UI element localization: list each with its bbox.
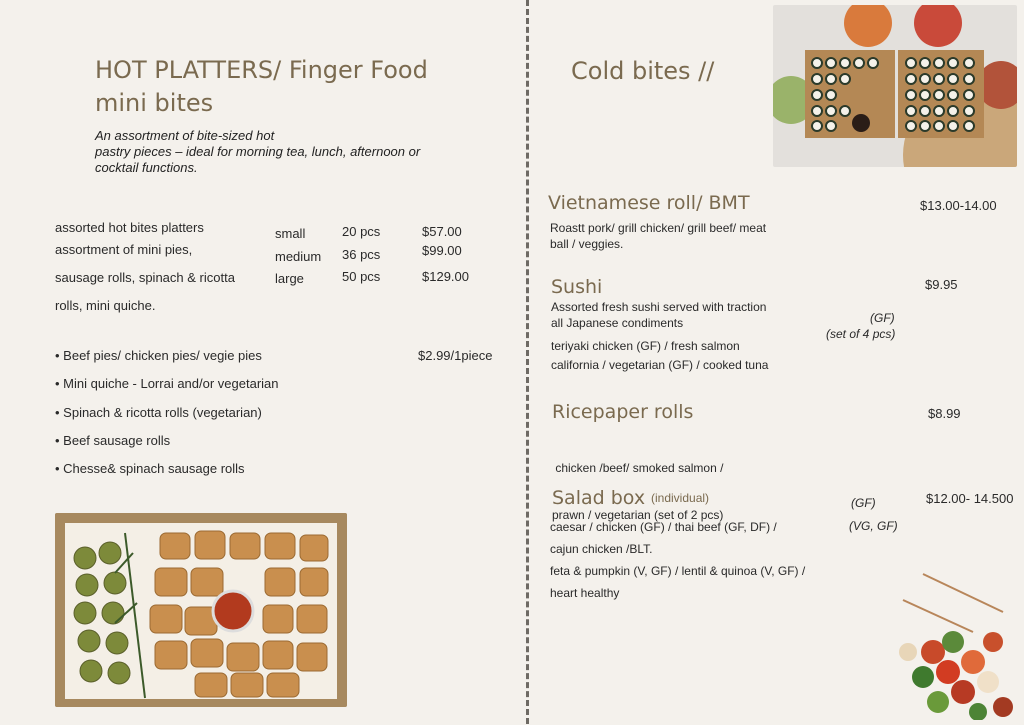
vietnamese-roll-price: $13.00-14.00 <box>920 198 997 213</box>
bullet-item: • Spinach & ricotta rolls (vegetarian) <box>55 405 262 420</box>
page-divider <box>526 0 529 724</box>
bullet-item: • Mini quiche - Lorrai and/or vegetarian <box>55 376 279 391</box>
platter-pcs-large: 50 pcs <box>342 269 381 284</box>
ricepaper-rolls-desc: chicken /beef/ smoked salmon / prawn / vegetarian (set of 2 pcs) <box>552 460 724 523</box>
sushi-title: Sushi <box>551 276 603 298</box>
bullet-item: • Chesse& spinach sausage rolls <box>55 461 245 476</box>
pastry-platter-photo <box>55 513 347 707</box>
sushi-price: $9.95 <box>925 277 958 292</box>
hot-platters-intro: An assortment of bite-sized hot pastry pieces – ideal for morning tea, lunch, afternoon or cocktail functions. <box>95 128 421 175</box>
platter-size-small: small <box>275 226 306 241</box>
bullet-item: • Beef pies/ chicken pies/ vegie pies <box>55 348 262 363</box>
sushi-gf-note: (GF) <box>870 311 895 325</box>
salad-gf-note: (GF) <box>851 496 876 510</box>
sushi-platter-photo <box>773 5 1017 167</box>
salad-box-desc: caesar / chicken (GF) / thai beef (GF, DF) / cajun chicken /BLT. feta & pumpkin (V, GF) / lentil & quinoa (V, GF) / heart healthy <box>550 520 806 600</box>
platter-pcs-small: 20 pcs <box>342 224 381 239</box>
vietnamese-roll-desc: Roastt pork/ grill chicken/ grill beef/ meat ball / veggies. <box>550 221 767 251</box>
platter-size-large: large <box>275 271 304 286</box>
bullet-item: • Beef sausage rolls <box>55 433 171 448</box>
platter-price-medium: $99.00 <box>422 243 462 258</box>
sushi-desc: Assorted fresh sushi served with traction all Japanese condiments <box>551 300 767 330</box>
vietnamese-roll-title: Vietnamese roll/ BMT <box>548 192 750 214</box>
platter-price-large: $129.00 <box>422 269 469 284</box>
platter-price-small: $57.00 <box>422 224 462 239</box>
bullet-price: $2.99/1piece <box>418 348 493 363</box>
salad-vg-gf-note: (VG, GF) <box>849 519 898 533</box>
salad-box-title: Salad box <box>552 487 646 509</box>
sushi-set-note: (set of 4 pcs) <box>826 327 896 341</box>
skewer-photo <box>893 572 1017 720</box>
platter-pcs-medium: 36 pcs <box>342 247 381 262</box>
salad-box-subtitle: (individual) <box>651 491 710 505</box>
ricepaper-rolls-price: $8.99 <box>928 406 961 421</box>
sushi-varieties: teriyaki chicken (GF) / fresh salmon california / vegetarian (GF) / cooked tuna <box>551 339 769 372</box>
salad-box-price: $12.00- 14.500 <box>926 491 1014 506</box>
cold-bites-title: Cold bites // <box>571 57 715 85</box>
platter-size-medium: medium <box>275 249 322 264</box>
hot-platters-title: HOT PLATTERS/ Finger Food mini bites <box>95 56 428 117</box>
ricepaper-rolls-title: Ricepaper rolls <box>552 401 694 423</box>
